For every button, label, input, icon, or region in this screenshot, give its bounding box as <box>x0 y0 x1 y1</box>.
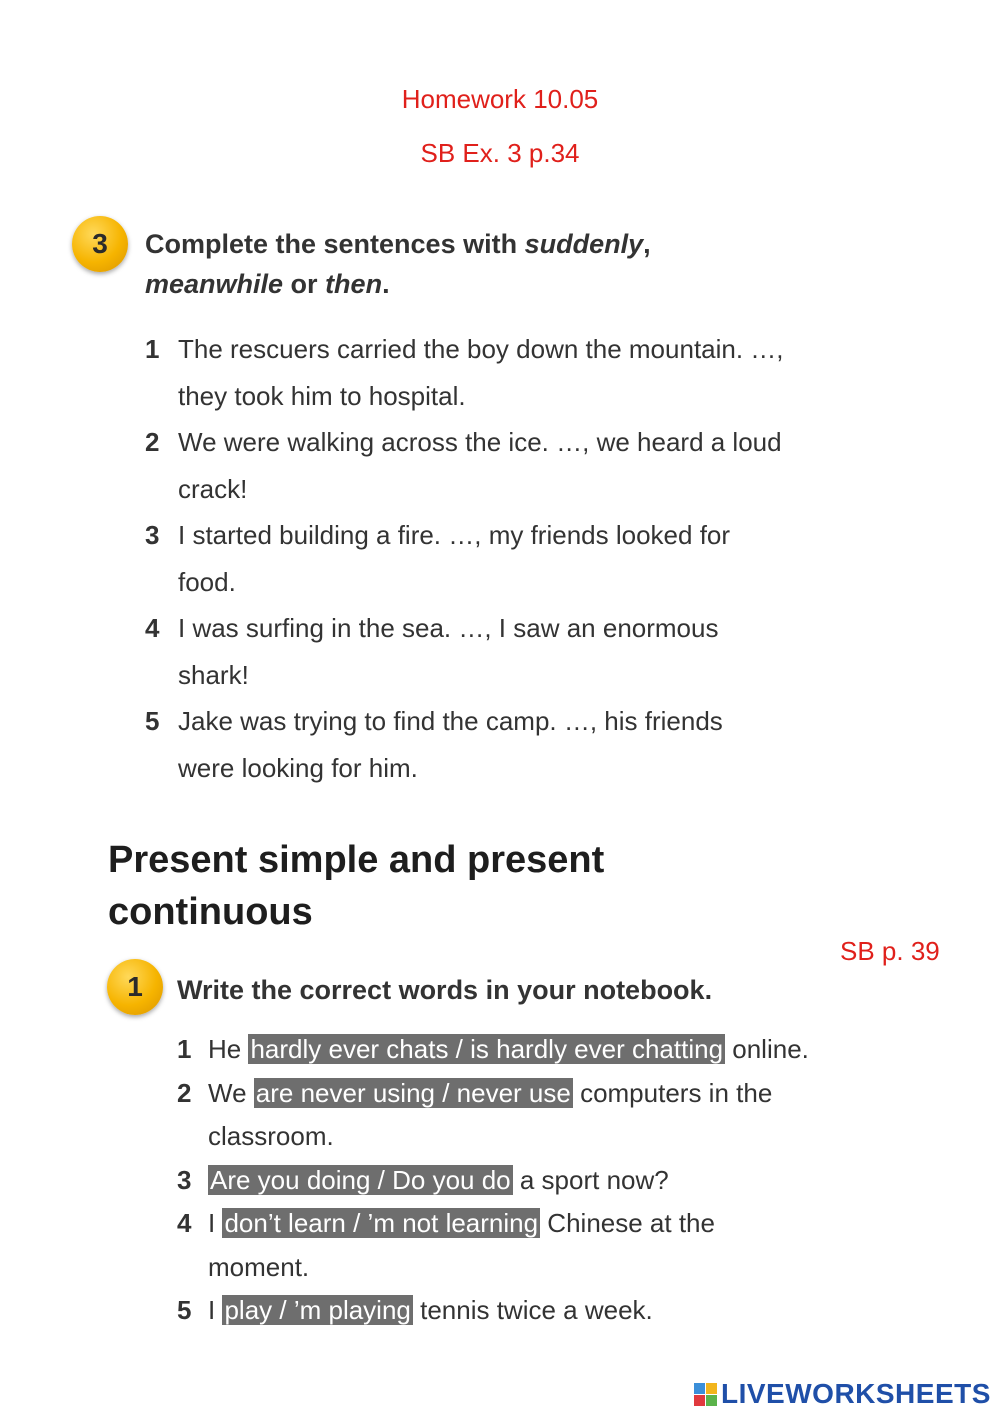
exercise-choice-list <box>177 1028 817 1333</box>
list-item: 5 I play / ’m playing tennis twice a week. <box>177 1295 653 1325</box>
homework-reference: SB Ex. 3 p.34 <box>420 138 580 168</box>
logo-square <box>706 1383 717 1394</box>
page-reference: SB p. 39 <box>840 936 940 966</box>
list-item: 3 I started building a fire. …, my friends looked for food. <box>145 520 731 597</box>
exercise-instruction: Write the correct words in your notebook. <box>177 975 713 1005</box>
logo-square <box>694 1383 705 1394</box>
logo-grid-icon <box>694 1383 717 1406</box>
answer-choice-highlight: Are you doing / Do you do <box>210 1164 511 1195</box>
exercise-instruction: Complete the sentences with suddenly, meanwhile or then. <box>145 229 651 299</box>
word-then: then <box>325 269 383 299</box>
list-item: 2 We are never using / never use computers in the classroom. <box>177 1077 773 1151</box>
exercise-number-badge: 1 <box>107 959 163 1015</box>
list-item: 3 Are you doing / Do you do a sport now? <box>177 1164 669 1195</box>
logo-square <box>694 1395 705 1406</box>
homework-title: Homework 10.05 <box>401 84 599 114</box>
logo-text: LIVEWORKSHEETS <box>721 1378 991 1409</box>
list-item: 5 Jake was trying to find the camp. …, his friends were looking for him. <box>145 706 723 783</box>
section-heading: Present simple and present continuous <box>108 839 605 933</box>
liveworksheets-logo[interactable] <box>694 1378 991 1410</box>
logo-square <box>706 1395 717 1406</box>
list-item: 4 I don’t learn / ’m not learning Chinese at the moment. <box>177 1208 715 1282</box>
answer-choice-highlight: hardly ever chats / is hardly ever chatting <box>250 1034 724 1064</box>
answer-choice-highlight: play / ’m playing <box>224 1295 411 1325</box>
list-item: 1 The rescuers carried the boy down the mountain. …, they took him to hospital. <box>145 334 784 411</box>
list-item: 1 He hardly ever chats / is hardly ever chatting online. <box>177 1034 809 1064</box>
answer-choice-highlight: are never using / never use <box>255 1077 571 1108</box>
exercise-sentence-list <box>145 326 785 791</box>
list-item: 2 We were walking across the ice. …, we heard a loud crack! <box>145 427 782 504</box>
answer-choice-highlight: don’t learn / ’m not learning <box>224 1208 539 1238</box>
list-item: 4 I was surfing in the sea. …, I saw an enormous shark! <box>145 613 719 690</box>
word-meanwhile: meanwhile <box>145 269 284 299</box>
word-suddenly: suddenly <box>524 229 644 259</box>
exercise-number-badge: 3 <box>72 216 128 272</box>
